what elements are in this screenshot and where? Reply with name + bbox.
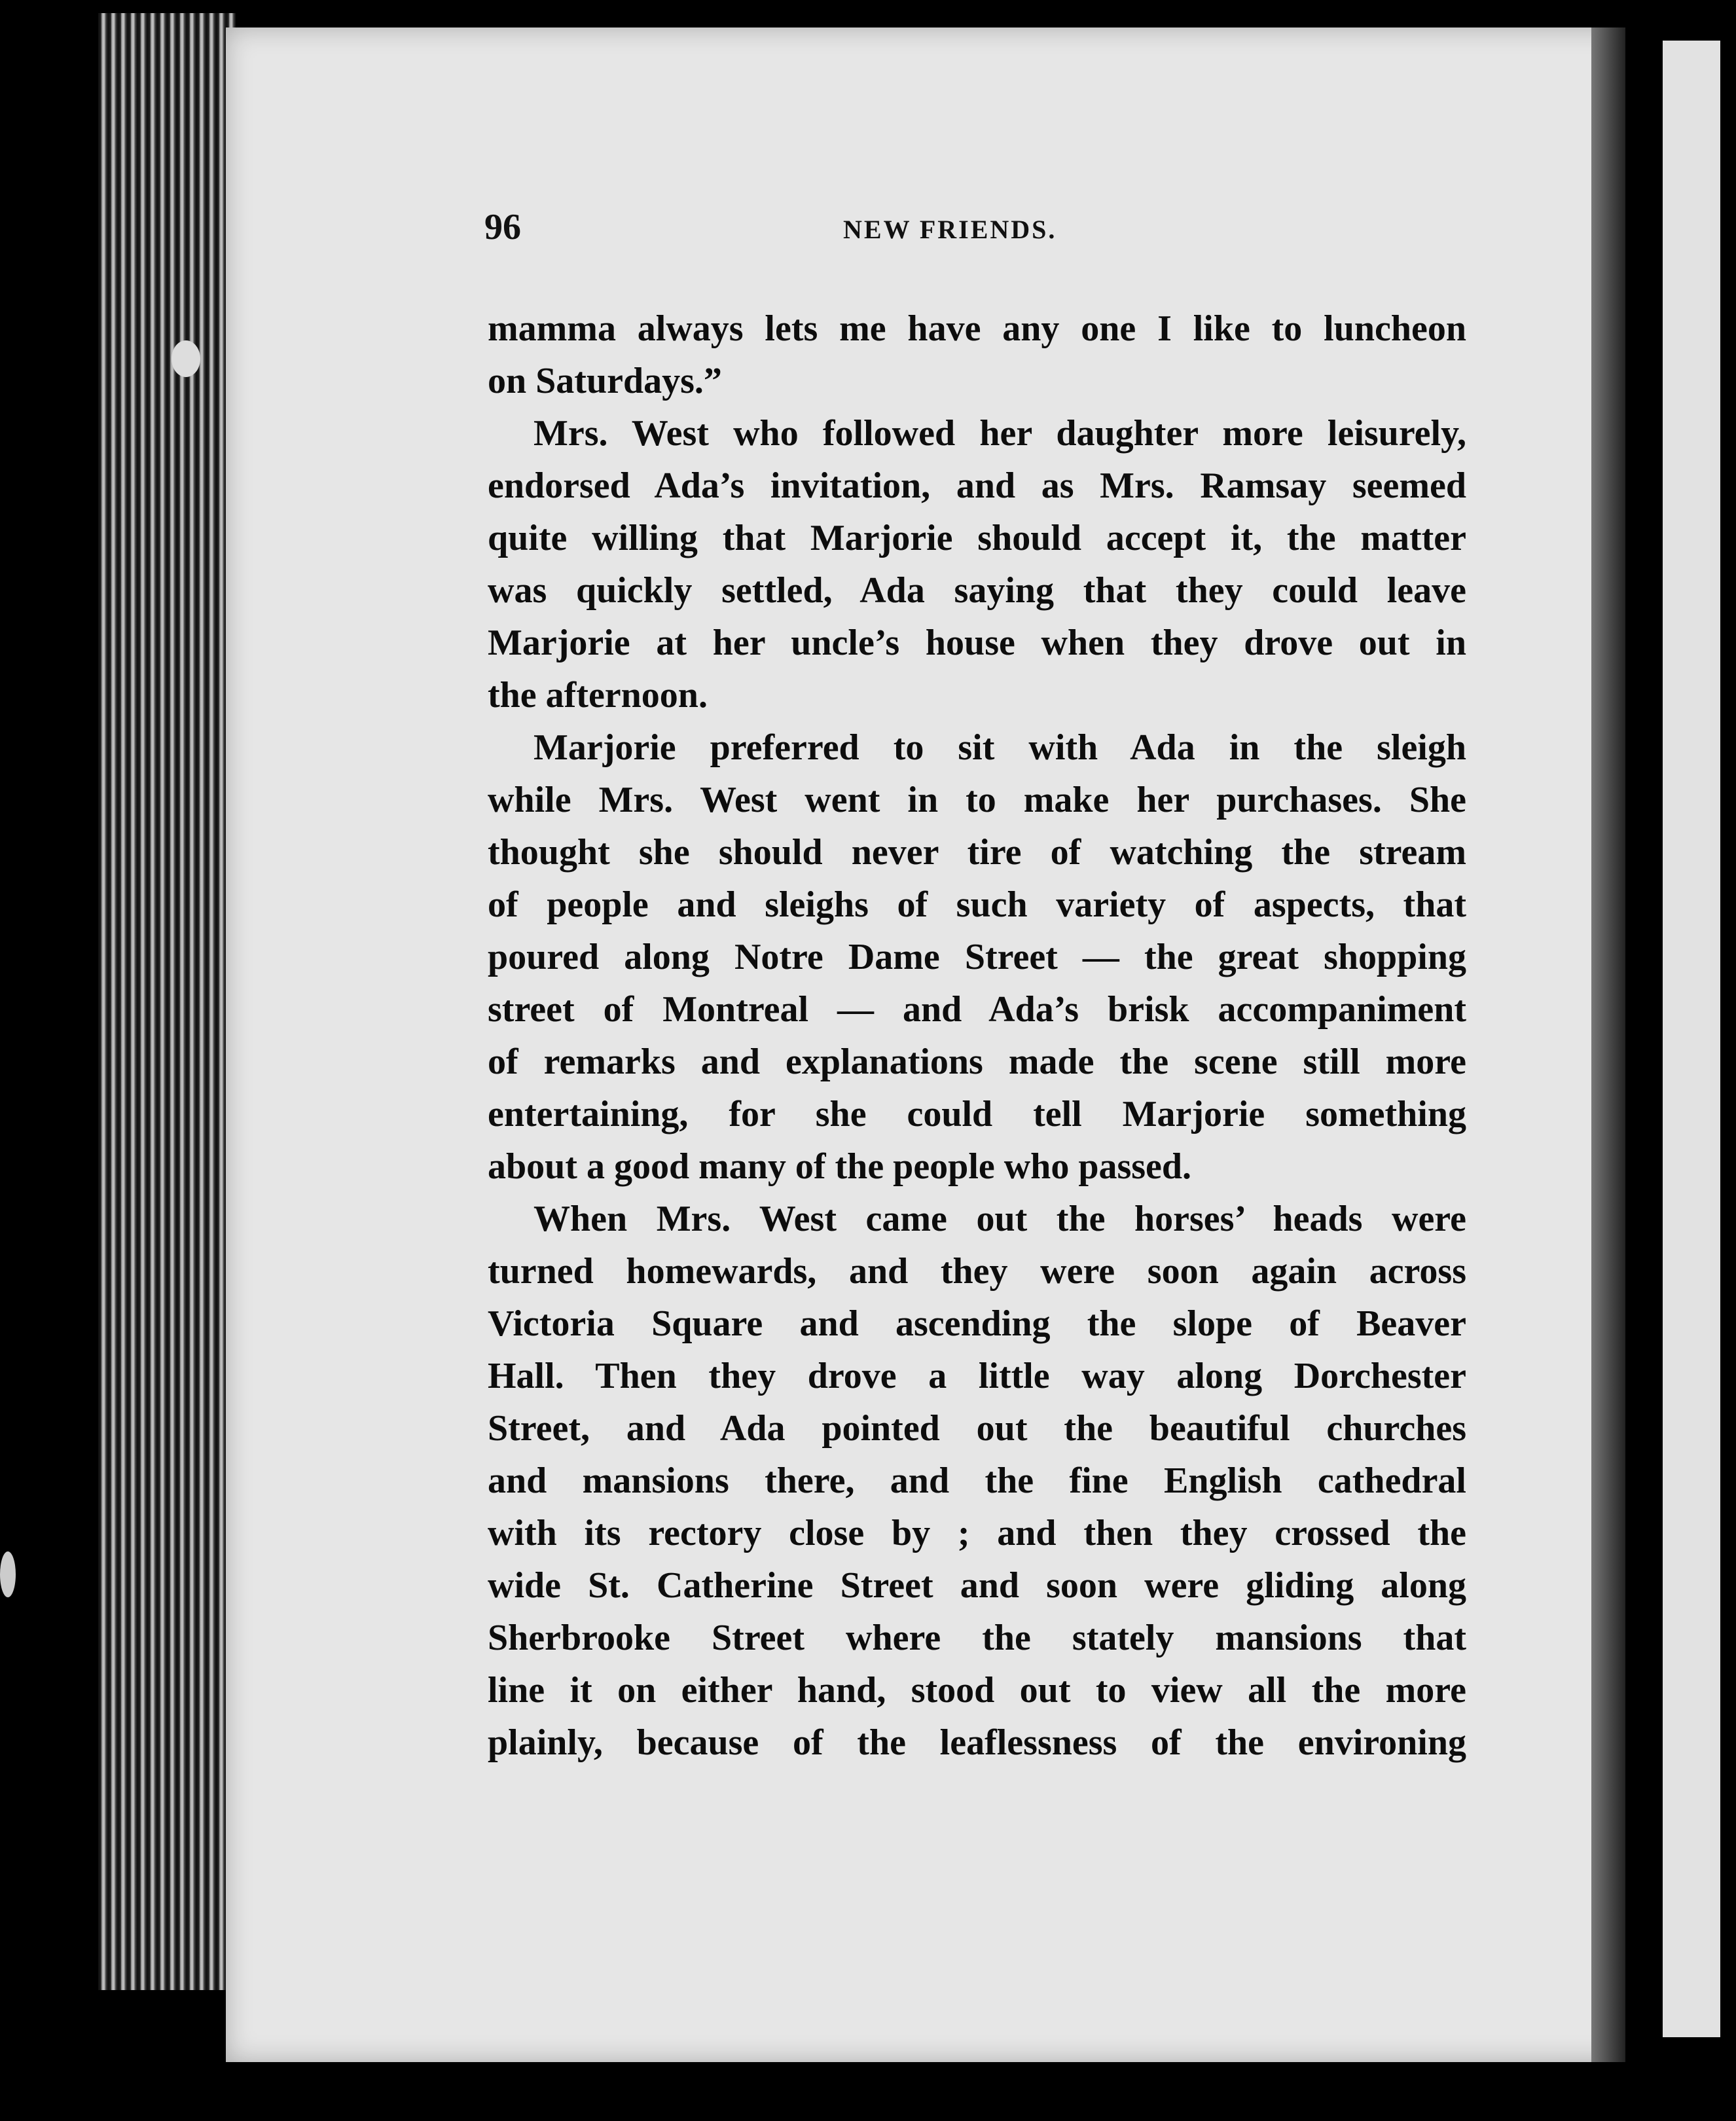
text-line: with its rectory close by ; and then they crossed the	[488, 1513, 1466, 1553]
gutter-shadow	[1591, 27, 1625, 2062]
text-line: Victoria Square and ascending the slope of Beaver	[488, 1303, 1466, 1344]
text-line: and mansions there, and the fine English cathedral	[488, 1460, 1466, 1501]
text-line: of people and sleighs of such variety of aspects, that	[488, 884, 1466, 925]
text-line: Street, and Ada pointed out the beautiful churches	[488, 1408, 1466, 1449]
text-line: wide St. Catherine Street and soon were gliding along	[488, 1565, 1466, 1606]
text-line: Hall. Then they drove a little way along Dorchester	[488, 1356, 1466, 1396]
text-line: Marjorie at her uncle’s house when they drove out in	[488, 623, 1466, 663]
text-line: mamma always lets me have any one I like to luncheon	[488, 308, 1466, 349]
text-line: thought she should never tire of watching the stream	[488, 832, 1466, 873]
text-line: on Saturdays.”	[488, 361, 722, 401]
text-line: street of Montreal — and Ada’s brisk accompaniment	[488, 989, 1466, 1030]
text-line: turned homewards, and they were soon again across	[488, 1251, 1466, 1292]
text-line: the afternoon.	[488, 675, 708, 716]
running-head: NEW FRIENDS.	[843, 215, 1057, 244]
text-line: Marjorie preferred to sit with Ada in the sleigh	[533, 727, 1466, 768]
text-line: while Mrs. West went in to make her purchases. She	[488, 780, 1466, 820]
text-line: about a good many of the people who passed.	[488, 1146, 1192, 1187]
text-line: plainly, because of the leaflessness of the environing	[488, 1722, 1466, 1763]
facing-page-edge	[1663, 41, 1720, 2037]
body-text	[488, 302, 1466, 1769]
text-line: of remarks and explanations made the scene still more	[488, 1042, 1466, 1082]
text-line: was quickly settled, Ada saying that they could leave	[488, 570, 1466, 611]
page-number: 96	[484, 207, 521, 247]
page-header	[484, 206, 1466, 259]
text-line: Mrs. West who followed her daughter more leisurely,	[533, 413, 1466, 454]
text-line: endorsed Ada’s invitation, and as Mrs. Ramsay seemed	[488, 465, 1466, 506]
text-line: line it on either hand, stood out to view all the more	[488, 1670, 1466, 1711]
page-edges	[98, 13, 236, 1990]
text-line: entertaining, for she could tell Marjorie something	[488, 1094, 1466, 1134]
text-line: poured along Notre Dame Street — the great shopping	[488, 937, 1466, 977]
paper-blemish	[0, 1551, 16, 1597]
text-line: Sherbrooke Street where the stately mansions that	[488, 1618, 1466, 1658]
text-line: When Mrs. West came out the horses’ heads were	[533, 1199, 1466, 1239]
paper-blemish	[172, 340, 200, 377]
text-line: quite willing that Marjorie should accept it, the matter	[488, 518, 1466, 558]
